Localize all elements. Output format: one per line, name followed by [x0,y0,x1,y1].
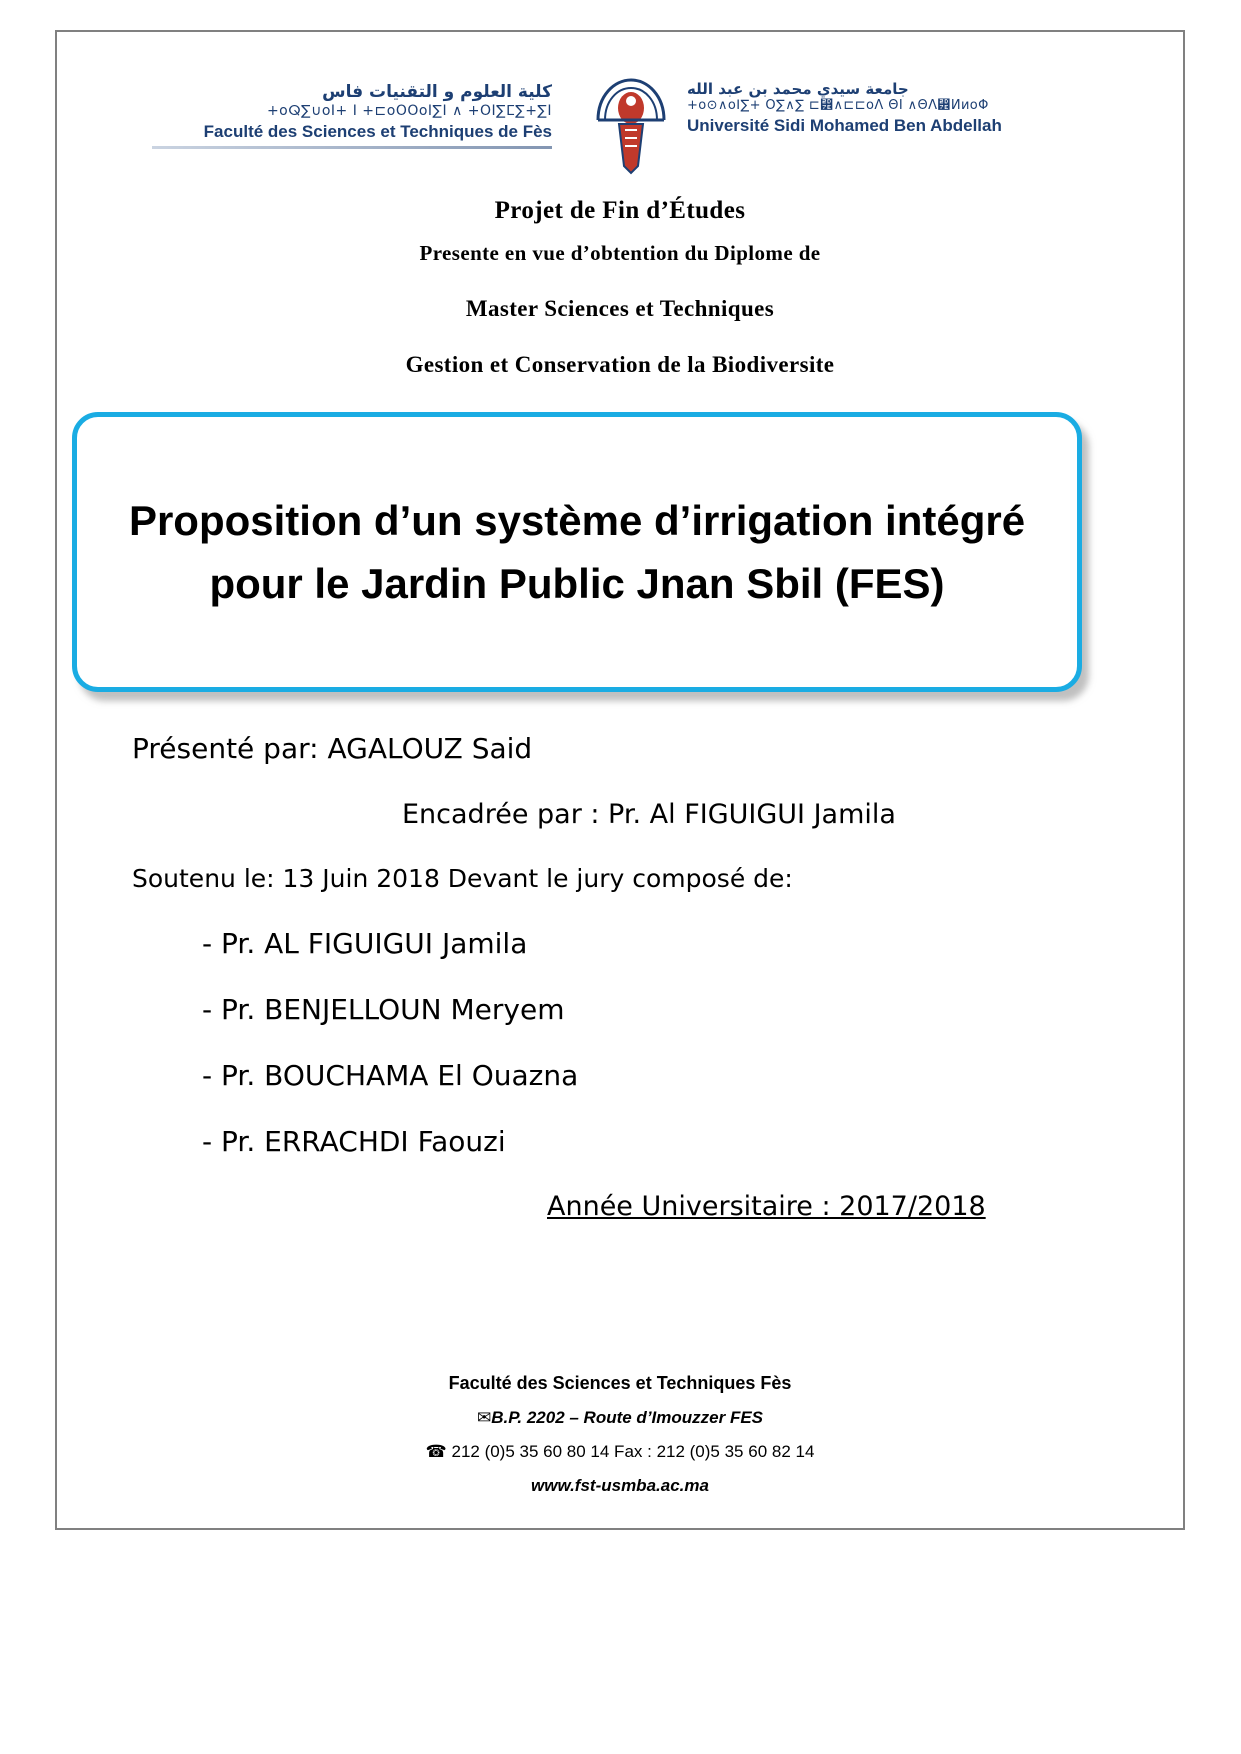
heading-specialty: Gestion et Conservation de la Biodiversite [405,352,835,377]
heading-project-type: Projet de Fin d’Études [494,197,746,224]
academic-year: Année Universitaire : 2017/2018 [547,1191,986,1222]
faculty-logo-tifinagh: +oⵕ∑∪oI+ I +⊏oOOoI∑I ∧ +OI∑ⵎ∑+∑I [266,103,552,120]
page-header [57,52,1183,162]
faculty-logo [152,82,552,149]
supervisor: Encadrée par : Pr. Al FIGUIGUI Jamila [402,799,896,830]
university-crest-icon [592,74,670,179]
university-logo [687,80,1017,137]
envelope-icon: ✉ [476,1408,492,1428]
heading-degree: Master Sciences et Techniques [465,296,775,321]
faculty-logo-french: Faculté des Sciences et Techniques de Fès [203,121,552,141]
university-logo-arabic: جامعة سيدي محمد بن عبد الله [687,80,909,98]
thesis-title: Proposition d’un système d’irrigation intégré pour le Jardin Public Jnan Sbil (FES) [128,497,1026,607]
footer-website: www.fst-usmba.ac.ma [531,1476,709,1495]
defense-date: Soutenu le: 13 Juin 2018 Devant le jury composé de: [132,864,793,893]
details-block [57,732,1183,1222]
document-page [55,30,1185,1530]
footer-institution: Faculté des Sciences et Techniques Fès [448,1373,792,1393]
footer-phone-line [57,1442,1183,1462]
faculty-logo-rule [152,146,552,149]
jury-member: - Pr. BENJELLOUN Meryem [202,993,565,1026]
telephone-icon: ☎ [425,1442,447,1462]
footer-address: B.P. 2202 – Route d’Imouzzer FES [491,1408,764,1427]
jury-member: - Pr. AL FIGUIGUI Jamila [202,927,528,960]
jury-member: - Pr. ERRACHDI Faouzi [202,1125,506,1158]
university-logo-french: Université Sidi Mohamed Ben Abdellah [687,115,1002,135]
thesis-title-box [72,412,1082,692]
page-footer [57,1373,1183,1496]
heading-purpose: Presente en vue d’obtention du Diplome de [419,241,821,265]
university-logo-tifinagh: +o⊙∧oⵏ∑+ O∑∧∑ ⊏⵾∧⊏⊏oΛ ΘI ∧ΘΛ⵾ИиoΦ [687,98,989,113]
degree-heading-block [57,197,1183,378]
jury-member: - Pr. BOUCHAMA El Ouazna [202,1059,579,1092]
footer-phone: 212 (0)5 35 60 80 14 Fax : 212 (0)5 35 60 82 14 [451,1442,815,1461]
footer-address-line [57,1408,1183,1428]
presented-by: Présenté par: AGALOUZ Said [132,732,533,765]
faculty-logo-arabic: كلية العلوم و التقنيات فاس [322,82,552,102]
